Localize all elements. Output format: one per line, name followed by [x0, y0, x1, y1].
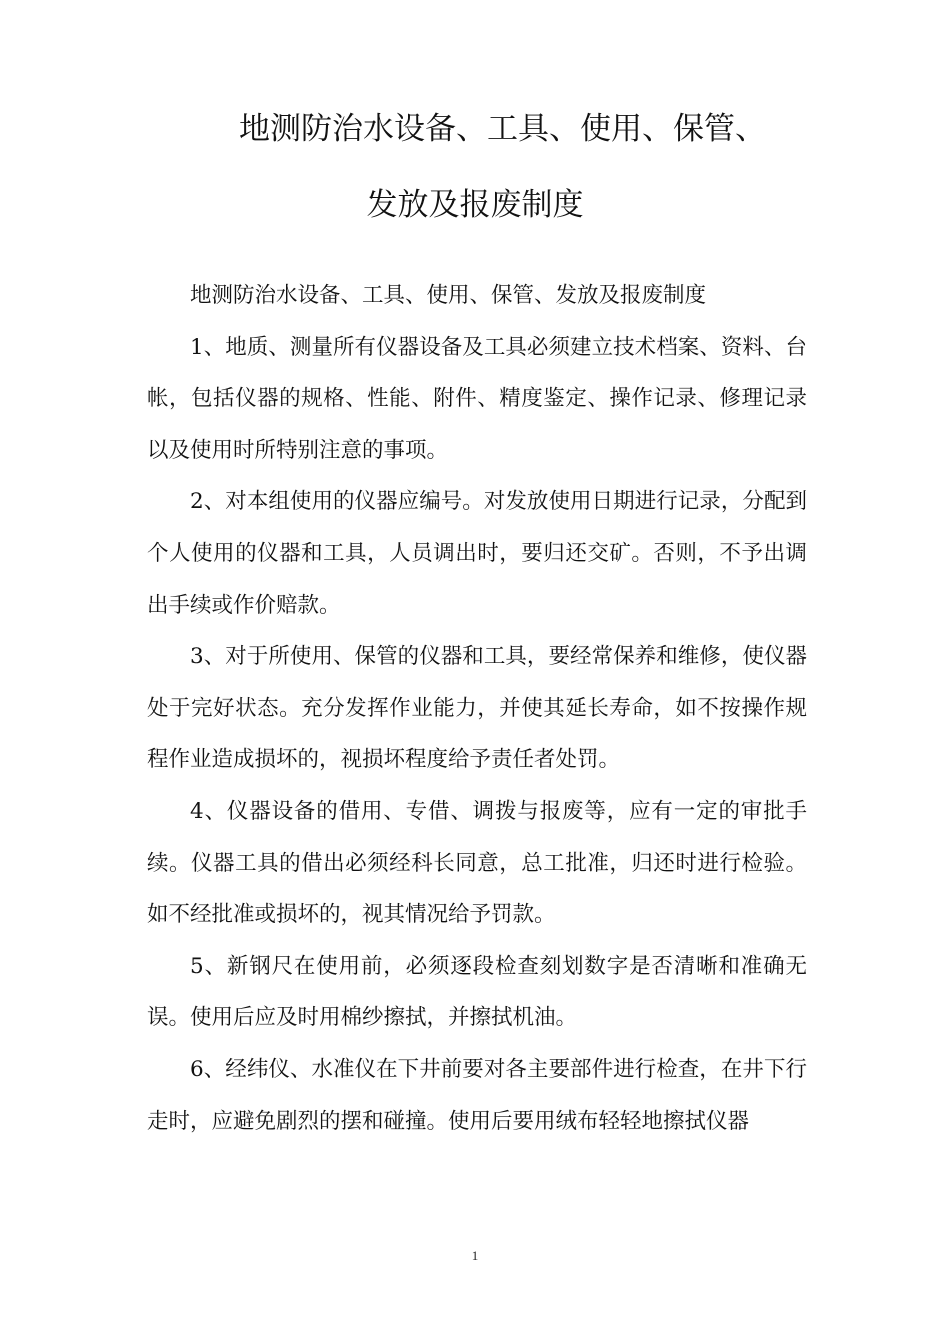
paragraph-5 [147, 941, 807, 1044]
page-number: 1 [471, 1248, 479, 1263]
paragraph-3 [147, 631, 807, 786]
title-line-2: 发放及报废制度 [366, 187, 584, 223]
paragraph-number: 4 [190, 798, 204, 824]
document-body [147, 270, 807, 1147]
paragraph-2 [147, 476, 807, 631]
document-subtitle: 地测防治水设备、工具、使用、保管、发放及报废制度 [190, 283, 707, 308]
paragraph-text: 、新钢尺在使用前，必须逐段检查刻划数字是否清晰和准确无误。使用后应及时用棉纱擦拭，并擦拭机油。 [147, 953, 807, 1031]
paragraph-text: 、经纬仪、水准仪在下井前要对各主要部件进行检查，在井下行走时，应避免剧烈的摆和碰撞。使用后要用绒布轻轻地擦拭仪器 [147, 1056, 807, 1134]
document-title [0, 112, 950, 222]
paragraph-number: 5 [190, 953, 204, 979]
paragraph-number: 2 [190, 489, 204, 515]
paragraph-text: 、地质、测量所有仪器设备及工具必须建立技术档案、资料、台帐，包括仪器的规格、性能、附件、精度鉴定、操作记录、修理记录以及使用时所特别注意的事项。 [147, 334, 807, 463]
paragraph-number: 6 [190, 1056, 204, 1082]
paragraph-number: 3 [190, 644, 204, 670]
paragraph-text: 、对于所使用、保管的仪器和工具，要经常保养和维修，使仪器处于完好状态。充分发挥作业能力，并使其延长寿命，如不按操作规程作业造成损坏的，视损坏程度给予责任者处罚。 [147, 644, 807, 773]
paragraph-6 [147, 1044, 807, 1147]
title-line-1: 地测防治水设备、工具、使用、保管、 [239, 111, 766, 147]
paragraph-text: 、仪器设备的借用、专借、调拨与报废等，应有一定的审批手续。仪器工具的借出必须经科长同意，总工批准，归还时进行检验。如不经批准或损坏的，视其情况给予罚款。 [147, 798, 807, 928]
paragraph-number: 1 [190, 334, 204, 360]
paragraph-1 [147, 322, 807, 477]
paragraph-text: 、对本组使用的仪器应编号。对发放使用日期进行记录，分配到个人使用的仪器和工具，人员调出时，要归还交矿。否则，不予出调出手续或作价赔款。 [147, 489, 807, 618]
paragraph-4 [147, 786, 807, 941]
